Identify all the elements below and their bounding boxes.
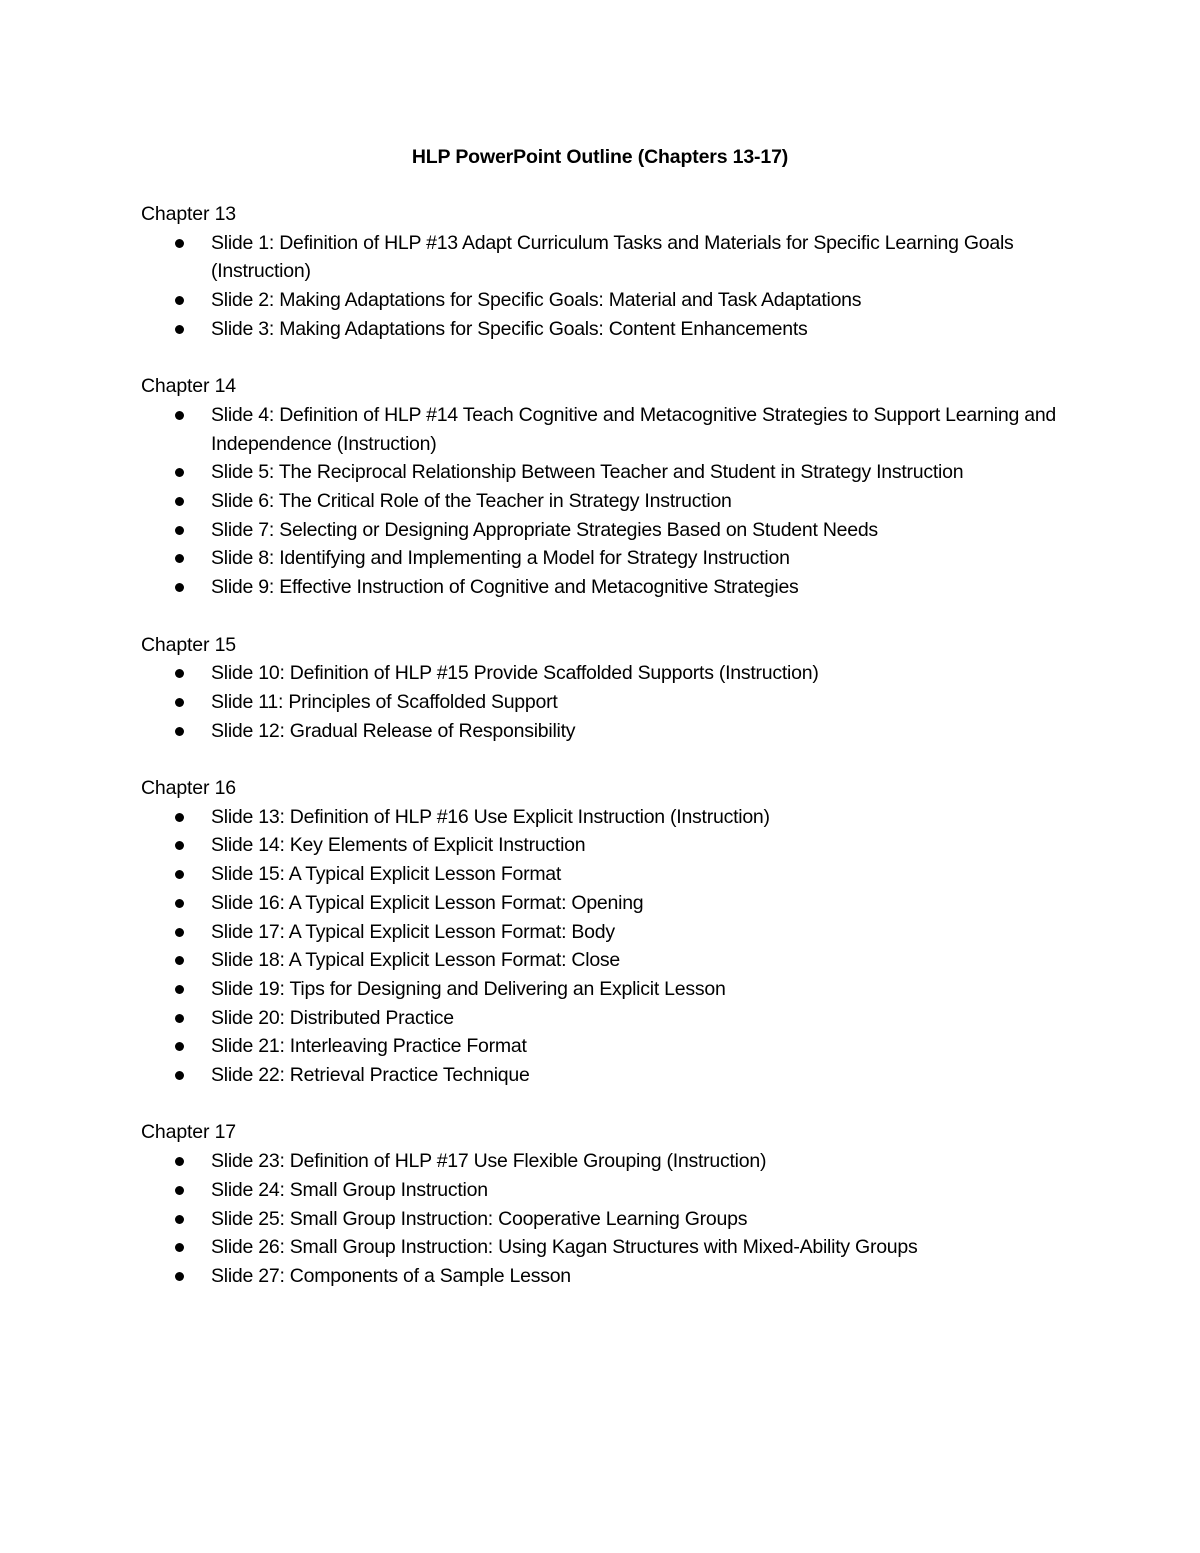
slide-list-item: [141, 286, 1071, 315]
chapter-section: [141, 1118, 1071, 1290]
bullet-icon: [175, 1215, 184, 1224]
slide-item-text: Slide 20: Distributed Practice: [211, 1006, 454, 1029]
slide-item-text: Slide 4: Definition of HLP #14 Teach Cognitive and Metacognitive Strategies to Support Learning and Independence (Instruction): [211, 403, 1057, 455]
chapter-heading: Chapter 15: [141, 633, 236, 656]
bullet-icon: [175, 468, 184, 477]
chapter-heading: Chapter 16: [141, 777, 236, 800]
slide-list-item: [141, 1032, 1071, 1061]
slide-list-item: [141, 544, 1071, 573]
slide-list-item: [141, 229, 1071, 286]
slide-list-item: [141, 659, 1071, 688]
slide-item-text: Slide 12: Gradual Release of Responsibility: [211, 719, 576, 742]
bullet-icon: [175, 1272, 184, 1281]
slide-list-item: [141, 831, 1071, 860]
slide-list-item: [141, 401, 1071, 458]
chapter-section: [141, 372, 1071, 602]
bullet-icon: [175, 1186, 184, 1195]
slide-list-item: [141, 717, 1071, 746]
slide-item-text: Slide 2: Making Adaptations for Specific Goals: Material and Task Adaptations: [211, 289, 862, 312]
bullet-icon: [175, 497, 184, 506]
slide-item-text: Slide 14: Key Elements of Explicit Instruction: [211, 834, 586, 857]
slide-list-item: [141, 1004, 1071, 1033]
bullet-icon: [175, 583, 184, 592]
bullet-icon: [175, 727, 184, 736]
slide-item-text: Slide 1: Definition of HLP #13 Adapt Curriculum Tasks and Materials for Specific Learning Goals (Instruction): [211, 231, 1014, 283]
slide-item-text: Slide 13: Definition of HLP #16 Use Explicit Instruction (Instruction): [211, 805, 770, 828]
slide-item-text: Slide 18: A Typical Explicit Lesson Format: Close: [211, 949, 621, 972]
slide-list-item: [141, 860, 1071, 889]
bullet-icon: [175, 1071, 184, 1080]
slide-item-text: Slide 19: Tips for Designing and Delivering an Explicit Lesson: [211, 977, 726, 1000]
slide-list-item: [141, 315, 1071, 344]
slide-list-item: [141, 1262, 1071, 1291]
chapter-section: [141, 631, 1071, 746]
bullet-icon: [175, 296, 184, 305]
slide-item-text: Slide 3: Making Adaptations for Specific Goals: Content Enhancements: [211, 317, 808, 340]
slide-item-text: Slide 21: Interleaving Practice Format: [211, 1035, 527, 1058]
slide-item-text: Slide 11: Principles of Scaffolded Support: [211, 690, 558, 713]
bullet-icon: [175, 841, 184, 850]
bullet-icon: [175, 928, 184, 937]
bullet-icon: [175, 985, 184, 994]
chapter-heading: Chapter 14: [141, 375, 236, 398]
bullet-icon: [175, 813, 184, 822]
slide-item-text: Slide 8: Identifying and Implementing a Model for Strategy Instruction: [211, 547, 790, 570]
slide-list-item: [141, 516, 1071, 545]
slide-list: [141, 803, 1071, 1090]
slide-list-item: [141, 1147, 1071, 1176]
slide-list-item: [141, 1205, 1071, 1234]
slide-item-text: Slide 5: The Reciprocal Relationship Between Teacher and Student in Strategy Instruction: [211, 461, 964, 484]
bullet-icon: [175, 870, 184, 879]
bullet-icon: [175, 1042, 184, 1051]
slide-list-item: [141, 458, 1071, 487]
bullet-icon: [175, 669, 184, 678]
slide-item-text: Slide 25: Small Group Instruction: Cooperative Learning Groups: [211, 1207, 748, 1230]
slide-list: [141, 1147, 1071, 1291]
bullet-icon: [175, 554, 184, 563]
slide-list-item: [141, 487, 1071, 516]
slide-list-item: [141, 975, 1071, 1004]
bullet-icon: [175, 325, 184, 334]
slide-item-text: Slide 10: Definition of HLP #15 Provide Scaffolded Supports (Instruction): [211, 662, 819, 685]
slide-item-text: Slide 24: Small Group Instruction: [211, 1178, 488, 1201]
chapter-heading: Chapter 13: [141, 203, 236, 225]
bullet-icon: [175, 526, 184, 535]
outline-content: [141, 200, 1071, 1319]
slide-item-text: Slide 7: Selecting or Designing Appropriate Strategies Based on Student Needs: [211, 518, 878, 541]
bullet-icon: [175, 1157, 184, 1166]
slide-list: [141, 229, 1071, 344]
slide-item-text: Slide 22: Retrieval Practice Technique: [211, 1064, 530, 1087]
chapter-section: [141, 200, 1071, 344]
document-title: HLP PowerPoint Outline (Chapters 13-17): [411, 146, 789, 168]
slide-item-text: Slide 23: Definition of HLP #17 Use Flexible Grouping (Instruction): [211, 1150, 767, 1173]
slide-item-text: Slide 6: The Critical Role of the Teacher in Strategy Instruction: [211, 490, 732, 513]
chapter-heading: Chapter 17: [141, 1121, 236, 1144]
slide-list-item: [141, 1176, 1071, 1205]
slide-list-item: [141, 803, 1071, 832]
slide-list-item: [141, 889, 1071, 918]
slide-item-text: Slide 26: Small Group Instruction: Using Kagan Structures with Mixed-Ability Groups: [211, 1236, 918, 1259]
slide-list: [141, 401, 1071, 602]
bullet-icon: [175, 411, 184, 420]
bullet-icon: [175, 698, 184, 707]
slide-list-item: [141, 1061, 1071, 1090]
slide-item-text: Slide 15: A Typical Explicit Lesson Format: [211, 863, 562, 886]
slide-item-text: Slide 16: A Typical Explicit Lesson Format: Opening: [211, 891, 644, 914]
slide-list-item: [141, 918, 1071, 947]
bullet-icon: [175, 1243, 184, 1252]
slide-list-item: [141, 573, 1071, 602]
bullet-icon: [175, 956, 184, 965]
slide-list-item: [141, 1233, 1071, 1262]
bullet-icon: [175, 239, 184, 248]
bullet-icon: [175, 1014, 184, 1023]
slide-item-text: Slide 27: Components of a Sample Lesson: [211, 1264, 571, 1287]
slide-list: [141, 659, 1071, 745]
slide-list-item: [141, 688, 1071, 717]
slide-item-text: Slide 17: A Typical Explicit Lesson Format: Body: [211, 920, 615, 943]
slide-list-item: [141, 946, 1071, 975]
chapter-section: [141, 774, 1071, 1090]
slide-item-text: Slide 9: Effective Instruction of Cognitive and Metacognitive Strategies: [211, 576, 799, 599]
bullet-icon: [175, 899, 184, 908]
